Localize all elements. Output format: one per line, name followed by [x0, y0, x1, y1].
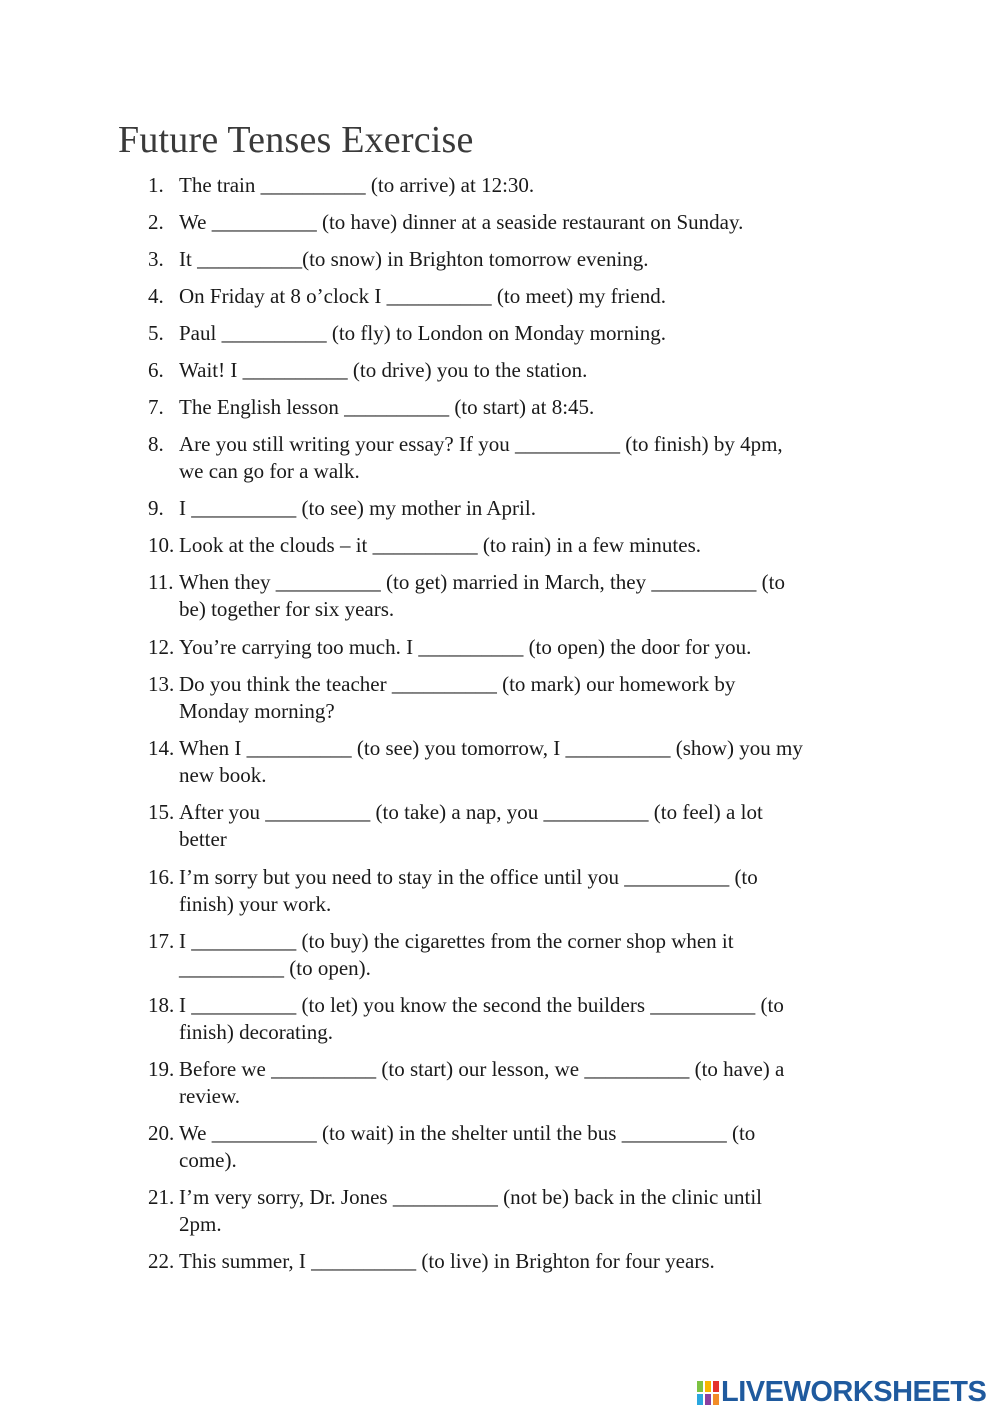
item-text: We __________ (to wait) in the shelter until the bus __________ (to	[179, 1121, 756, 1145]
exercise-item	[148, 1248, 715, 1275]
item-number: 6.	[148, 358, 164, 382]
item-number: 17.	[148, 929, 175, 953]
item-text: Paul __________ (to fly) to London on Monday morning.	[179, 321, 667, 345]
watermark-text: LIVEWORKSHEETS	[721, 1376, 987, 1408]
item-number: 9.	[148, 496, 164, 520]
exercise-item	[148, 671, 735, 725]
item-number: 21.	[148, 1185, 175, 1209]
liveworksheets-logo-icon	[697, 1381, 719, 1405]
item-text-continued: be) together for six years.	[179, 597, 395, 621]
item-number: 3.	[148, 247, 164, 271]
item-text: I __________ (to see) my mother in April.	[179, 496, 536, 520]
exercise-item	[148, 1184, 762, 1238]
item-text: We __________ (to have) dinner at a seaside restaurant on Sunday.	[179, 210, 744, 234]
item-number: 2.	[148, 210, 164, 234]
item-number: 18.	[148, 993, 175, 1017]
item-number: 4.	[148, 284, 164, 308]
exercise-item	[148, 735, 803, 789]
item-text: I __________ (to let) you know the second the builders __________ (to	[179, 993, 784, 1017]
exercise-item	[148, 209, 743, 236]
item-text: I __________ (to buy) the cigarettes from the corner shop when it	[179, 929, 734, 953]
item-number: 5.	[148, 321, 164, 345]
exercise-item	[148, 246, 649, 273]
item-number: 12.	[148, 635, 175, 659]
item-text-continued: review.	[179, 1084, 241, 1108]
exercise-item	[148, 992, 784, 1046]
item-text: The train __________ (to arrive) at 12:30.	[179, 173, 535, 197]
exercise-item	[148, 283, 666, 310]
item-number: 13.	[148, 672, 175, 696]
item-text: On Friday at 8 o’clock I __________ (to meet) my friend.	[179, 284, 666, 308]
exercise-item	[148, 431, 783, 485]
exercise-item	[148, 1120, 755, 1174]
item-text-continued: we can go for a walk.	[179, 459, 360, 483]
exercise-item	[148, 864, 758, 918]
item-text: I’m sorry but you need to stay in the office until you __________ (to	[179, 865, 758, 889]
exercise-item	[148, 495, 536, 522]
item-number: 10.	[148, 533, 175, 557]
item-text-continued: better	[179, 827, 227, 851]
item-number: 16.	[148, 865, 175, 889]
item-text: When they __________ (to get) married in March, they __________ (to	[179, 570, 785, 594]
item-text: Do you think the teacher __________ (to mark) our homework by	[179, 672, 736, 696]
item-text-continued: Monday morning?	[179, 699, 335, 723]
exercise-item	[148, 532, 701, 559]
item-text: This summer, I __________ (to live) in Brighton for four years.	[179, 1249, 715, 1273]
exercise-item	[148, 320, 666, 347]
item-text: When I __________ (to see) you tomorrow, I __________ (show) you my	[179, 736, 803, 760]
exercise-item	[148, 172, 534, 199]
exercise-item	[148, 394, 594, 421]
item-number: 19.	[148, 1057, 175, 1081]
item-text: I’m very sorry, Dr. Jones __________ (not be) back in the clinic until	[179, 1185, 763, 1209]
item-text: Look at the clouds – it __________ (to rain) in a few minutes.	[179, 533, 701, 557]
item-text: Before we __________ (to start) our lesson, we __________ (to have) a	[179, 1057, 785, 1081]
exercise-item	[148, 928, 734, 982]
item-number: 15.	[148, 800, 175, 824]
item-text-continued: __________ (to open).	[179, 956, 371, 980]
item-number: 7.	[148, 395, 164, 419]
item-number: 20.	[148, 1121, 175, 1145]
exercise-item	[148, 634, 751, 661]
item-text: The English lesson __________ (to start) at 8:45.	[179, 395, 595, 419]
item-text: You’re carrying too much. I __________ (to open) the door for you.	[179, 635, 752, 659]
item-number: 1.	[148, 173, 164, 197]
item-text-continued: 2pm.	[179, 1212, 222, 1236]
item-number: 8.	[148, 432, 164, 456]
item-text: It __________(to snow) in Brighton tomorrow evening.	[179, 247, 649, 271]
item-text-continued: come).	[179, 1148, 237, 1172]
item-text: Are you still writing your essay? If you __________ (to finish) by 4pm,	[179, 432, 783, 456]
item-number: 22.	[148, 1249, 175, 1273]
exercise-item	[148, 357, 587, 384]
item-number: 14.	[148, 736, 175, 760]
exercise-item	[148, 569, 785, 623]
item-text: After you __________ (to take) a nap, you __________ (to feel) a lot	[179, 800, 763, 824]
liveworksheets-watermark	[697, 1376, 986, 1409]
item-text-continued: finish) decorating.	[179, 1020, 333, 1044]
page-title: Future Tenses Exercise	[118, 119, 474, 161]
item-text-continued: new book.	[179, 763, 267, 787]
item-text-continued: finish) your work.	[179, 892, 332, 916]
exercise-item	[148, 1056, 784, 1110]
item-text: Wait! I __________ (to drive) you to the station.	[179, 358, 588, 382]
exercise-item	[148, 799, 763, 853]
item-number: 11.	[148, 570, 174, 594]
